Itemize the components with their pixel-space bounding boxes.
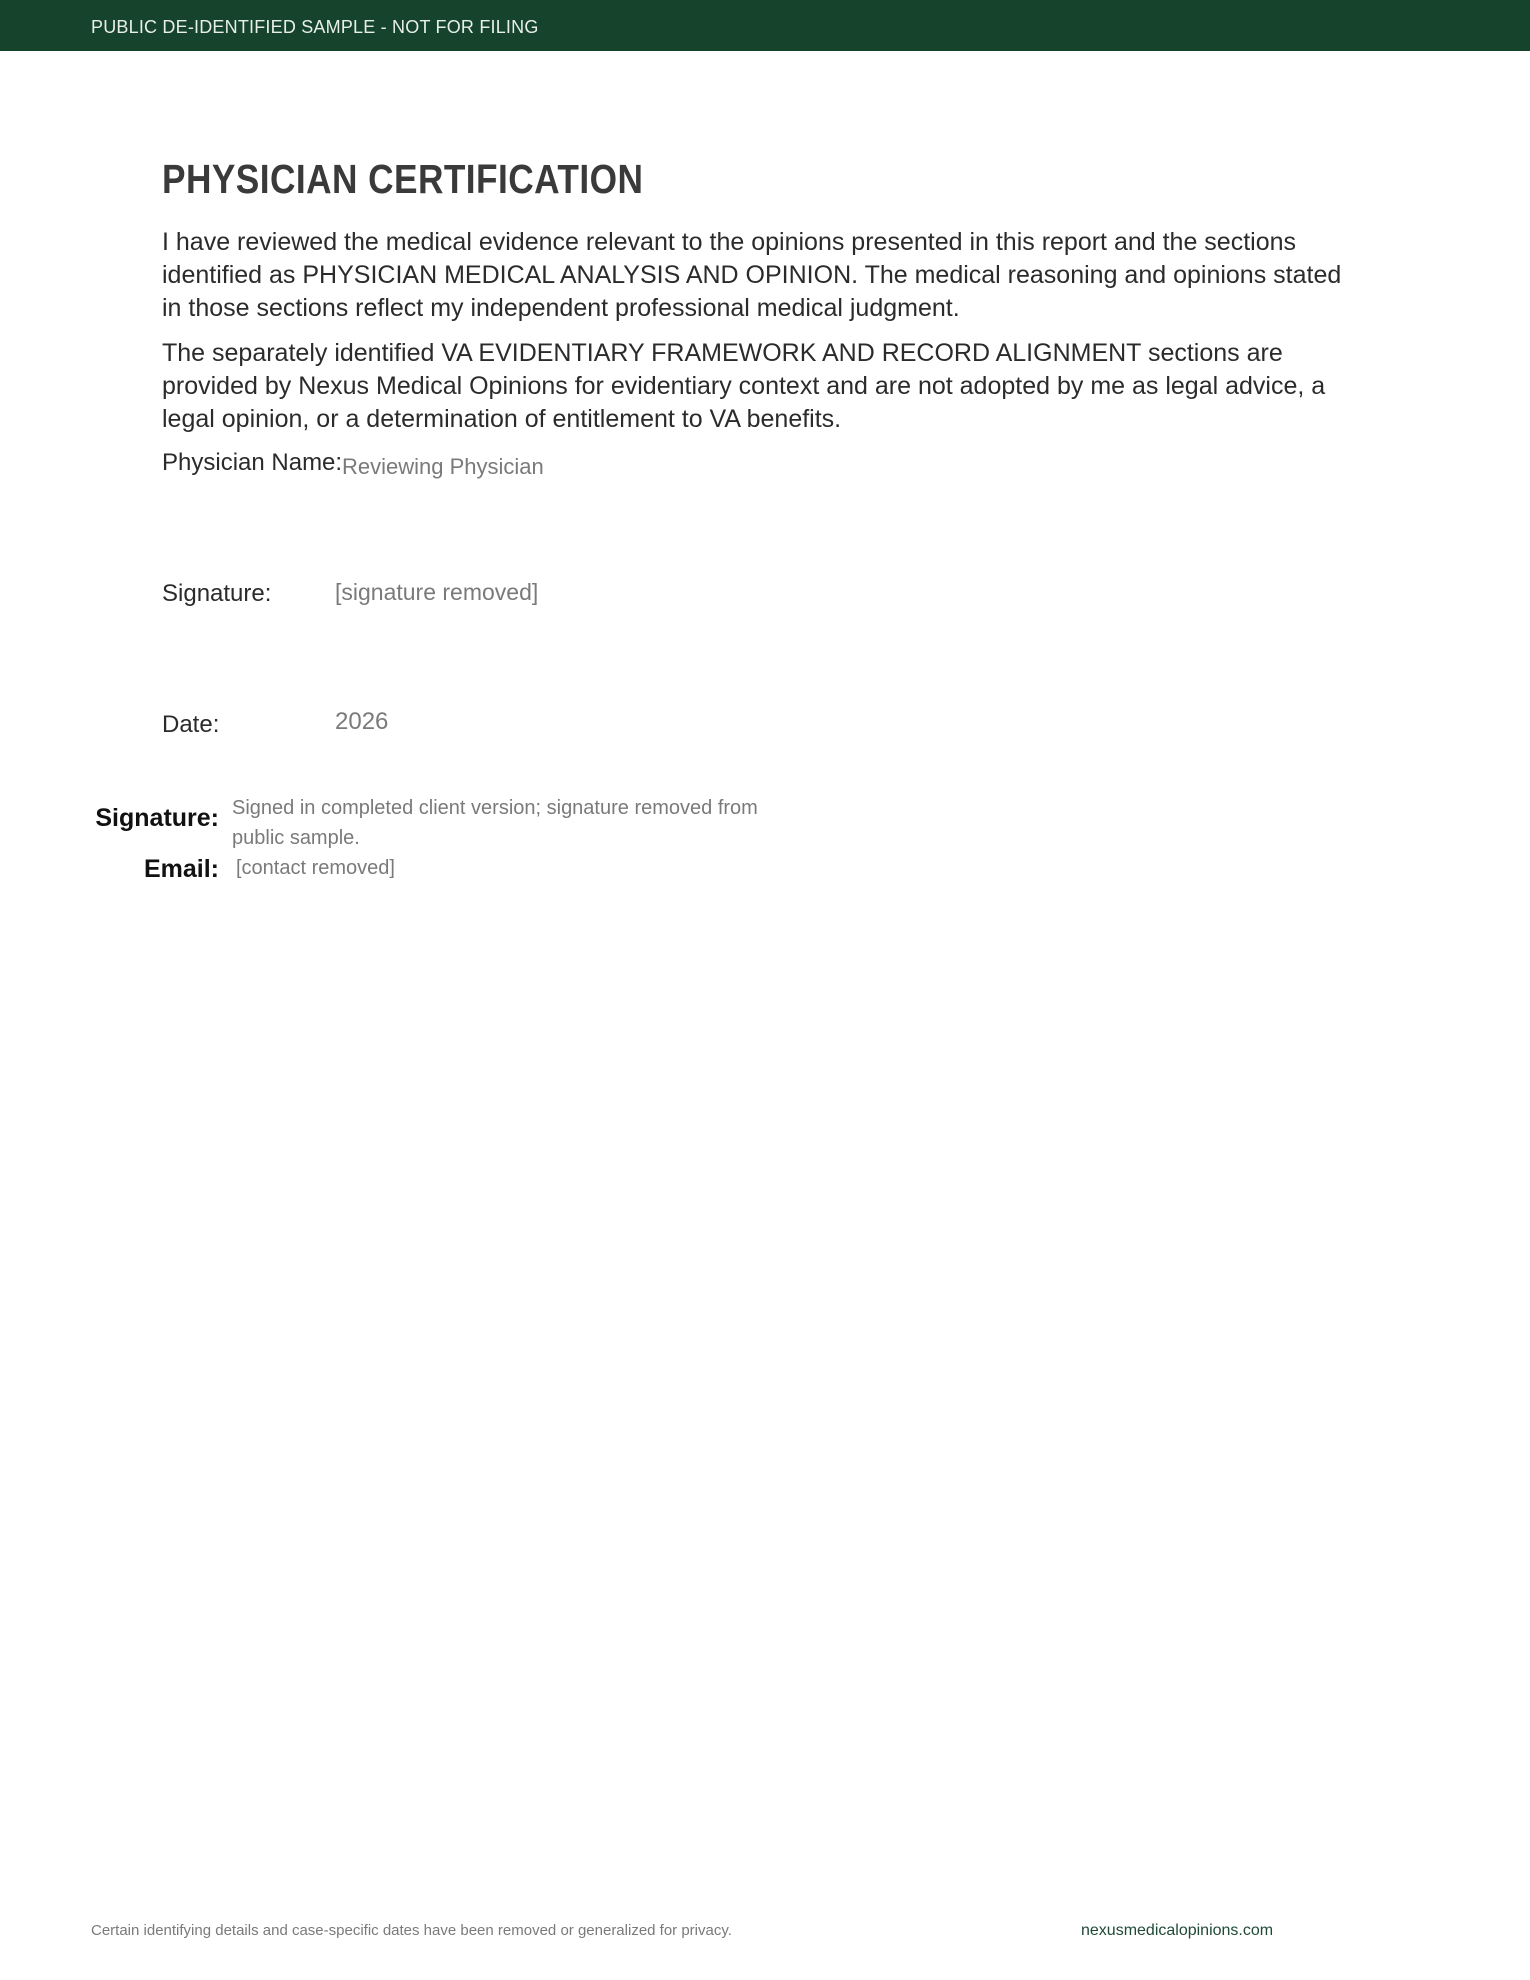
signature-value: [signature removed] xyxy=(335,579,539,605)
top-banner xyxy=(0,0,1530,51)
certification-paragraph-2: The separately identified VA EVIDENTIARY FRAMEWORK AND RECORD ALIGNMENT sections are provided by Nexus Medical Opinions for evidentiary context and are not adopted by me as legal advice, a legal opinion, or a determination of entitlement to VA benefits. xyxy=(162,339,1326,433)
email-label: Email: xyxy=(143,855,219,883)
footer-website-link[interactable]: nexusmedicalopinions.com xyxy=(1081,1922,1274,1939)
signature-block-label: Signature: xyxy=(95,804,219,832)
page-title: PHYSICIAN CERTIFICATION xyxy=(162,156,644,202)
signature-label: Signature: xyxy=(162,580,272,607)
physician-name-label: Physician Name: xyxy=(162,449,343,476)
date-value: 2026 xyxy=(335,708,389,735)
physician-name-value: Reviewing Physician xyxy=(342,454,544,479)
email-value: [contact removed] xyxy=(236,857,395,879)
certification-paragraph-1: I have reviewed the medical evidence relevant to the opinions presented in this report and the sections identified as PHYSICIAN MEDICAL ANALYSIS AND OPINION. The medical reasoning and opinions stated in those sections reflect my independent professional medical judgment. xyxy=(162,228,1342,322)
signature-note: Signed in completed client version; signature removed from public sample. xyxy=(232,797,758,849)
date-label: Date: xyxy=(162,711,220,738)
footer-privacy-note: Certain identifying details and case-specific dates have been removed or generalized for privacy. xyxy=(91,1922,732,1939)
banner-text: PUBLIC DE-IDENTIFIED SAMPLE - NOT FOR FILING xyxy=(91,17,539,37)
